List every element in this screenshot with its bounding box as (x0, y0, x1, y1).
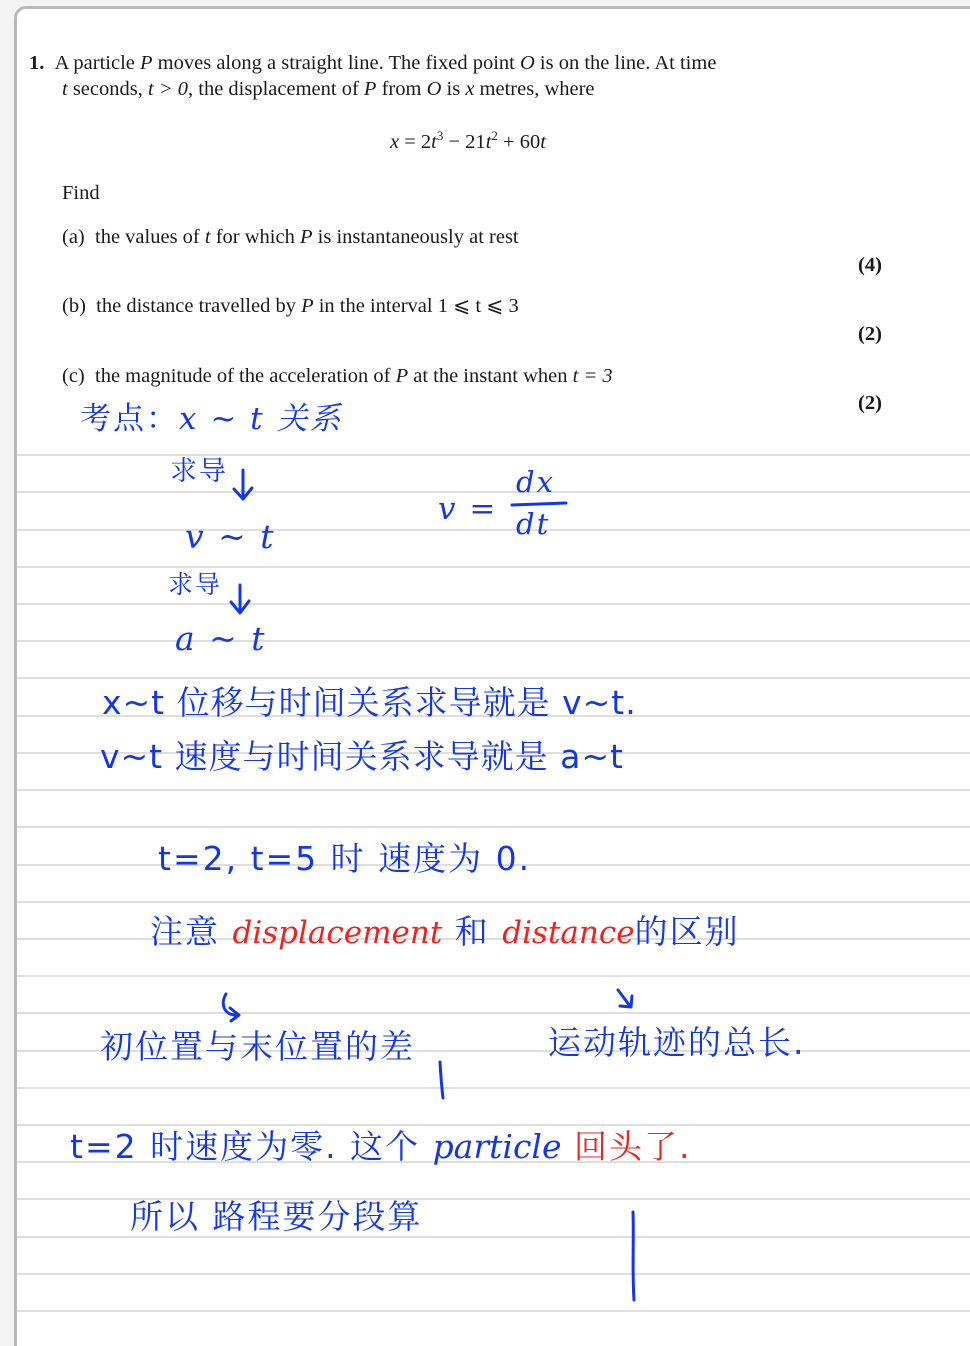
note-v-denominator: dt (516, 507, 551, 541)
note-v-lhs: v = (438, 491, 498, 527)
displacement-formula: $x = 2t^3 - 21t^2 + 60t$ (390, 128, 546, 153)
note-dist-def: 运动轨迹的总长. (548, 1023, 806, 1062)
part-c: (c) the magnitude of the acceleration of P at the instant when t = 3 (62, 365, 613, 387)
marks-b: (2) (858, 323, 882, 345)
note-a-t: a ~ t (175, 619, 267, 658)
note-segments: 所以 路程要分段算 (130, 1197, 423, 1236)
note-line-rest: t=2, t=5 时 速度为 0. (158, 839, 532, 878)
note-kaodian: 考点：x ~ t 关系 (80, 401, 343, 437)
question-line-2: t seconds, t > 0, the displacement of P from O is x metres, where (62, 78, 595, 100)
marks-a: (4) (858, 254, 882, 276)
note-v-t: v ~ t (185, 517, 276, 556)
note-line-vt: v~t 速度与时间关系求导就是 a~t (100, 737, 624, 776)
note-disp-def: 初位置与末位置的差 (100, 1027, 415, 1066)
note-v-numerator: dx (516, 465, 555, 499)
question-number: 1. (29, 52, 45, 74)
part-b: (b) the distance travelled by P in the interval 1 ⩽ t ⩽ 3 (62, 295, 519, 317)
question-line-1: 1. A particle P moves along a straight line. The fixed point O is on the line. At time (29, 52, 717, 74)
note-qiudao-1: 求导 (170, 456, 228, 487)
find-label: Find (62, 182, 100, 204)
note-turn-back: t=2 时速度为零. 这个 particle 回头了. (70, 1127, 692, 1166)
note-qiudao-2: 求导 (168, 570, 223, 599)
note-line-xt: x~t 位移与时间关系求导就是 v~t. (102, 683, 637, 722)
marks-c: (2) (858, 392, 882, 414)
part-a: (a) the values of t for which P is instantaneously at rest (62, 226, 519, 248)
note-displacement-distance: 注意 displacement 和 distance的区别 (150, 912, 740, 951)
